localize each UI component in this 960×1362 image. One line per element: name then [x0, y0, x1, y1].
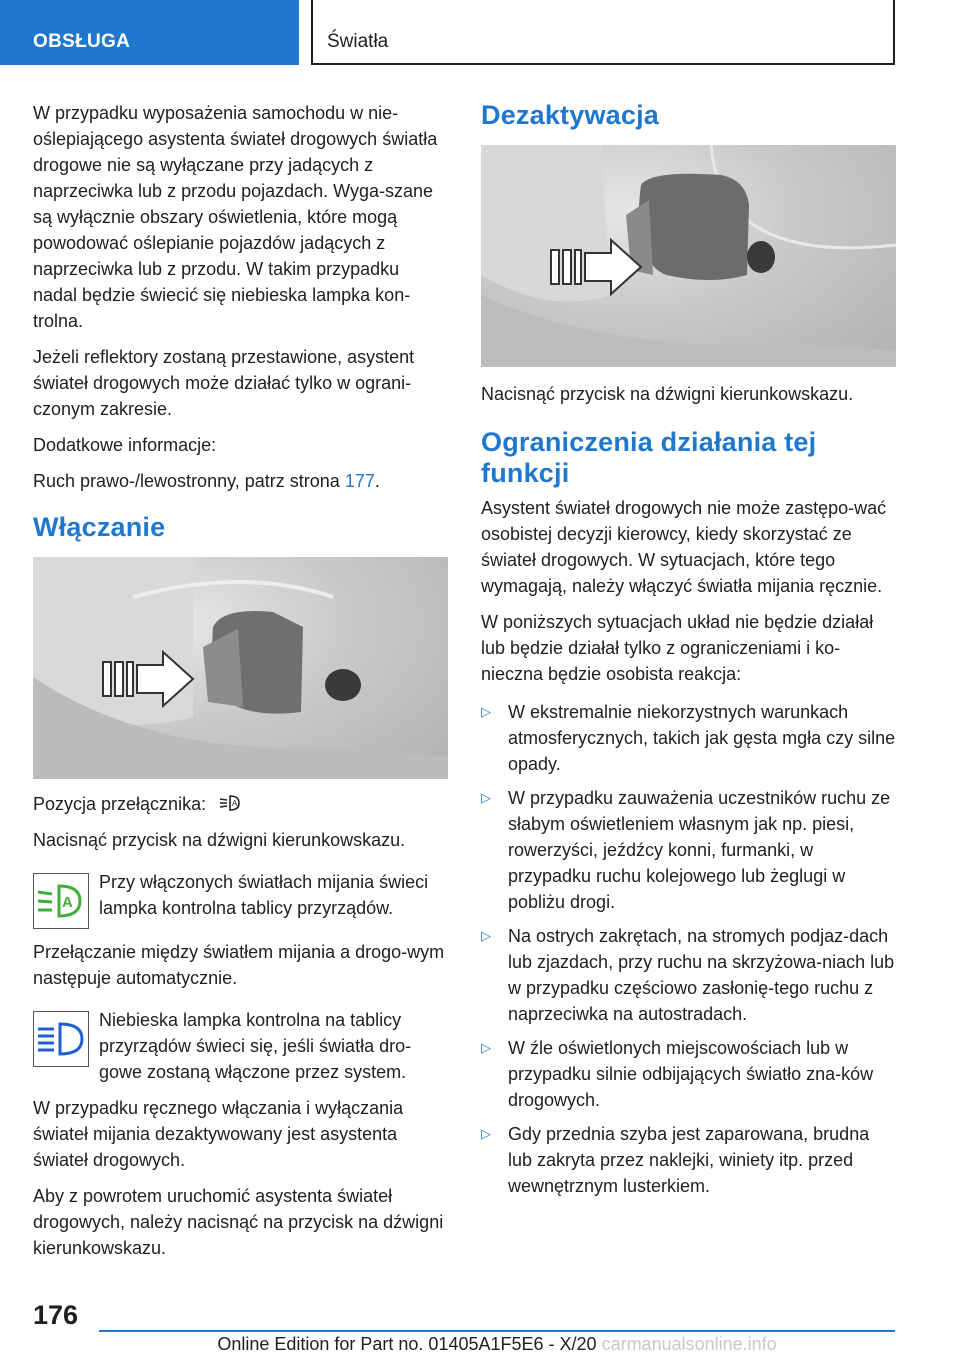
- list-item-text: Na ostrych zakrętach, na stromych podjaz‐dach lub zjazdach, przy ruchu na skrzyżowa‐niach lub w przypadku częściowo zasłonię‐tego ruchu z naprzeciwka na autostradach.: [508, 926, 895, 1024]
- heading-deactivation: Dezaktywacja: [481, 100, 660, 130]
- reference-text: Ruch prawo-/lewostronny, patrz strona: [33, 471, 345, 491]
- chapter-title: Światła: [311, 0, 895, 65]
- heading-limitations: Ograniczenia działania tej funkcji: [481, 427, 817, 488]
- press-button-deactivation: Nacisnąć przycisk na dźwigni kierunkowskazu.: [481, 384, 854, 404]
- paragraph-reactivate: Aby z powrotem uruchomić asystenta świateł drogowych, należy nacisnąć na przycisk na dźwigni kierunkowskazu.: [33, 1186, 444, 1258]
- list-item: [481, 923, 896, 1027]
- paragraph-limitations-intro: Asystent świateł drogowych nie może zastępo‐wać osobistej decyzji kierowcy, kiedy skorzystać ze świateł drogowych. W sytuacjach, które tego wymagają, należy włączyć światła mijania ręcznie.: [481, 498, 887, 596]
- paragraph-reference: [33, 468, 448, 494]
- section-tab: OBSŁUGA: [0, 0, 299, 65]
- paragraph-headlight-adjust: Jeżeli reflektory zostaną przestawione, asystent świateł drogowych może działać tylko w ograni‐czonym zakresie.: [33, 347, 415, 419]
- bullet-triangle-icon: ▷: [481, 928, 491, 943]
- paragraph-nonglare-intro: W przypadku wyposażenia samochodu w nie‐oślepiającego asystenta świateł drogowych światła drogowe nie są wyłączane przy jadących z naprzeciwka lub z przodu pojazdach. Wyga‐szane są wyłącznie obszary oświetlenia, które mogą powodować oślepianie pojazdów jadących z naprzeciwka lub z przodu. W takim przypadku nadal będzie świecić się niebieska lampka kon‐trolna.: [33, 103, 438, 331]
- svg-text:A: A: [62, 894, 73, 911]
- blue-indicator-icon: [33, 1011, 89, 1067]
- page-link-177[interactable]: 177: [344, 471, 375, 491]
- list-item: [481, 1121, 896, 1199]
- switch-position: [33, 791, 448, 817]
- list-item-text: W ekstremalnie niekorzystnych warunkach atmosferycznych, takich jak gęsta mgła czy silne opady.: [508, 702, 896, 774]
- press-button-activation: Nacisnąć przycisk na dźwigni kierunkowskazu.: [33, 830, 406, 850]
- bullet-triangle-icon: ▷: [481, 1126, 491, 1141]
- list-item: [481, 785, 896, 915]
- list-item-text: Gdy przednia szyba jest zaparowana, brudna lub zakryta przez naklejki, winiety itp. przed wewnętrznym lusterkiem.: [508, 1124, 870, 1196]
- heading-activation: Włączanie: [33, 512, 166, 542]
- list-item: [481, 699, 896, 777]
- paragraph-additional-info: Dodatkowe informacje:: [33, 435, 217, 455]
- note-lowbeam-indicator: [33, 869, 448, 929]
- page-number: 176: [33, 1300, 79, 1330]
- note-lowbeam-text: Przy włączonych światłach mijania świeci lampka kontrolna tablicy przyrządów.: [99, 872, 429, 918]
- bullet-triangle-icon: ▷: [481, 1040, 491, 1055]
- switch-position-label: Pozycja przełącznika:: [33, 794, 207, 814]
- list-item-text: W źle oświetlonych miejscowościach lub w przypadku silnie odbijających światło zna‐ków drogowych.: [508, 1038, 874, 1110]
- list-item-text: W przypadku zauważenia uczestników ruchu ze słabym oświetleniem własnym jak np. piesi, rowerzyści, jeźdźcy konni, furmanki, w przypadku ruchu kolejowego lub żeglugi w pobliżu drogi.: [508, 788, 891, 912]
- edition-text: Online Edition for Part no. 01405A1F5E6 - X/20: [217, 1334, 597, 1354]
- list-item: [481, 1035, 896, 1113]
- watermark-text: carmanualsonline.info: [601, 1334, 777, 1354]
- limitations-list: [481, 699, 896, 1199]
- svg-text:A: A: [232, 799, 238, 808]
- left-column: [33, 100, 448, 1271]
- green-indicator-icon: [33, 873, 89, 929]
- paragraph-manual-override: W przypadku ręcznego włączania i wyłączania świateł mijania dezaktywowany jest asystenta świateł drogowych.: [33, 1098, 404, 1170]
- high-beam-assistant-icon: [217, 792, 245, 814]
- bullet-triangle-icon: ▷: [481, 790, 491, 805]
- right-column: [481, 100, 896, 1207]
- photo-stalk-activation: [33, 557, 448, 779]
- note-highbeam-indicator: [33, 1007, 448, 1085]
- paragraph-limitations-situations: W poniższych sytuacjach układ nie będzie działał lub będzie działał tylko z ograniczeniami i ko‐nieczna będzie osobista reakcja:: [481, 612, 874, 684]
- reference-end: .: [374, 471, 380, 491]
- footer-divider: [99, 1330, 895, 1332]
- note-highbeam-text: Niebieska lampka kontrolna na tablicy przyrządów świeci się, jeśli światła dro‐gowe zostaną włączone przez system.: [99, 1010, 412, 1082]
- stalk-illustration-2: [481, 145, 896, 367]
- stalk-illustration-1: [33, 557, 448, 779]
- photo-stalk-deactivation: [481, 145, 896, 367]
- bullet-triangle-icon: ▷: [481, 704, 491, 719]
- footer-edition: [99, 1334, 895, 1355]
- paragraph-auto-switch: Przełączanie między światłem mijania a drogo‐wym następuje automatycznie.: [33, 942, 445, 988]
